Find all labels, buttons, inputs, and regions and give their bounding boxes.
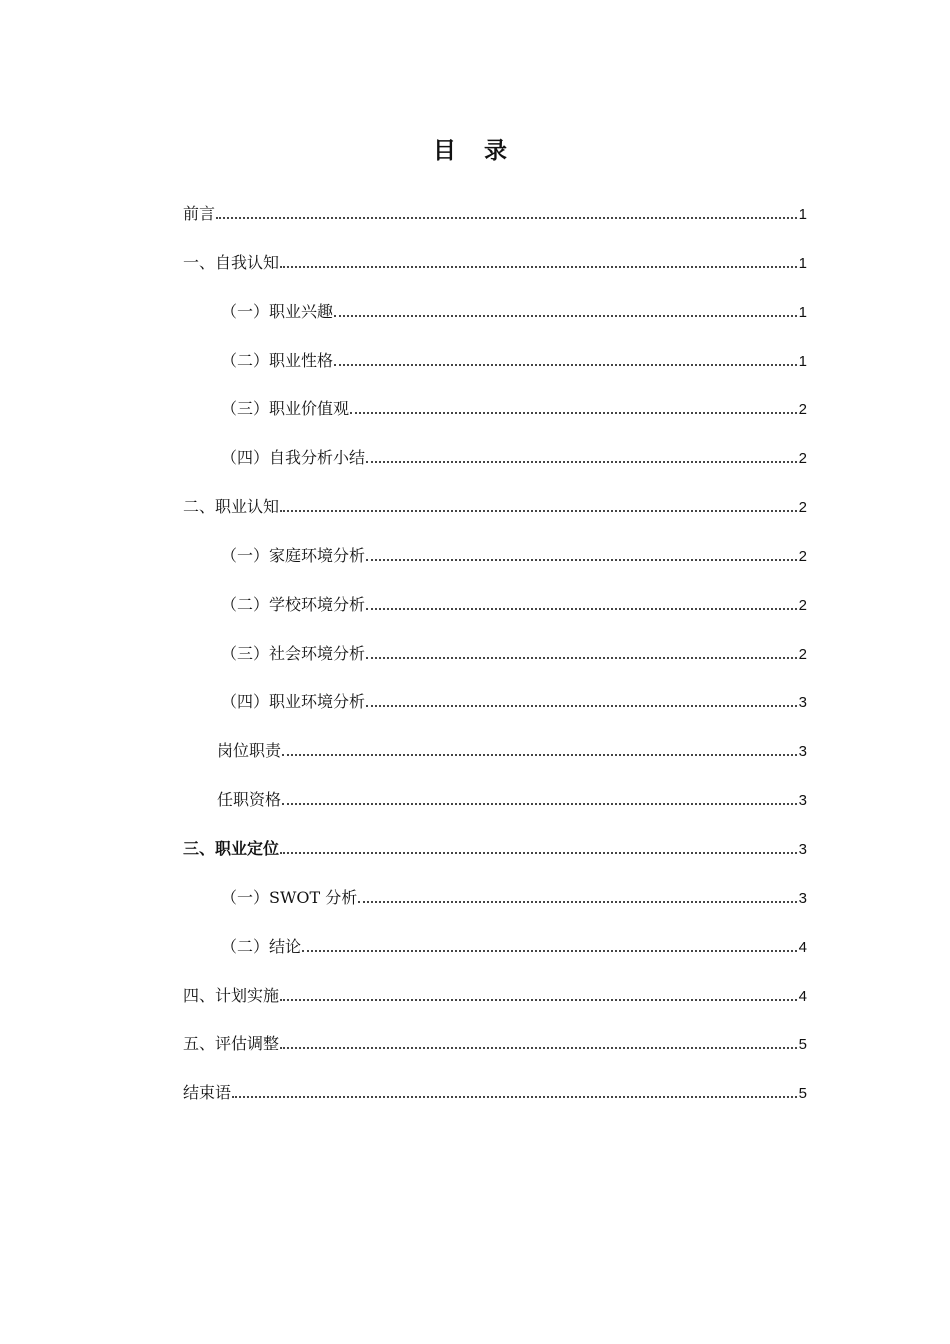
toc-entry[interactable]	[183, 589, 807, 638]
toc-entry-label: 四、计划实施	[183, 985, 280, 1005]
toc-entry-page-number: 4	[798, 938, 807, 956]
toc-entry[interactable]	[183, 980, 807, 1029]
toc-dot-leader	[366, 705, 797, 707]
toc-entry-label: （三）社会环境分析	[221, 643, 366, 663]
toc-entry-label: （二）学校环境分析	[221, 594, 366, 614]
toc-entry-label: 结束语	[183, 1083, 232, 1103]
toc-dot-leader	[280, 1047, 797, 1049]
toc-entry-page-number: 4	[798, 987, 807, 1005]
toc-entry[interactable]	[183, 735, 807, 784]
toc-entry-label: 五、评估调整	[183, 1034, 280, 1054]
toc-dot-leader	[366, 461, 797, 463]
toc-entry-page-number: 3	[798, 743, 807, 761]
toc-entry-page-number: 1	[798, 254, 807, 272]
toc-entry-page-number: 2	[798, 596, 807, 614]
toc-entry-page-number: 3	[798, 792, 807, 810]
toc-entry[interactable]	[183, 540, 807, 589]
toc-entry-page-number: 2	[798, 645, 807, 663]
toc-entry[interactable]	[183, 491, 807, 540]
toc-entry-page-number: 5	[798, 1085, 807, 1103]
toc-entry-label: 一、自我认知	[183, 252, 280, 272]
toc-dot-leader	[358, 901, 796, 903]
toc-entry[interactable]	[183, 833, 807, 882]
toc-entry-label: （三）职业价值观	[221, 399, 350, 419]
toc-dot-leader	[350, 412, 797, 414]
toc-dot-leader	[334, 315, 797, 317]
toc-dot-leader	[280, 999, 797, 1001]
toc-dot-leader	[216, 217, 797, 219]
toc-list	[183, 198, 807, 1126]
toc-entry-label: 三、职业定位	[183, 838, 280, 858]
toc-entry-page-number: 3	[798, 840, 807, 858]
toc-entry-label: 任职资格	[217, 790, 282, 810]
toc-entry-page-number: 2	[798, 450, 807, 468]
toc-dot-leader	[302, 950, 797, 952]
toc-entry-label: （一）SWOT 分析	[221, 887, 358, 907]
toc-dot-leader	[366, 608, 797, 610]
toc-entry-label: （一）职业兴趣	[221, 301, 334, 321]
toc-entry[interactable]	[183, 1028, 807, 1077]
toc-entry[interactable]	[183, 296, 807, 345]
toc-title: 目 录	[432, 137, 517, 164]
toc-dot-leader	[280, 510, 797, 512]
toc-entry[interactable]	[183, 1077, 807, 1126]
toc-entry[interactable]	[183, 686, 807, 735]
toc-dot-leader	[280, 852, 797, 854]
toc-dot-leader	[232, 1096, 797, 1098]
toc-entry-label: （四）自我分析小结	[221, 448, 366, 468]
toc-entry-label: 前言	[183, 204, 216, 223]
toc-entry[interactable]	[183, 784, 807, 833]
toc-entry[interactable]	[183, 931, 807, 980]
toc-entry-page-number: 2	[798, 401, 807, 419]
toc-dot-leader	[282, 803, 797, 805]
toc-entry-label: （一）家庭环境分析	[221, 545, 366, 565]
toc-entry[interactable]	[183, 345, 807, 394]
toc-dot-leader	[280, 266, 797, 268]
toc-entry-label: （二）职业性格	[221, 350, 334, 370]
toc-entry-page-number: 1	[798, 206, 807, 223]
toc-entry-page-number: 1	[798, 303, 807, 321]
toc-entry[interactable]	[183, 393, 807, 442]
toc-entry-page-number: 3	[798, 889, 807, 907]
toc-dot-leader	[366, 559, 797, 561]
toc-entry-label: （四）职业环境分析	[221, 692, 366, 712]
toc-entry-page-number: 3	[798, 694, 807, 712]
toc-entry[interactable]	[183, 198, 807, 247]
toc-entry-page-number: 5	[798, 1036, 807, 1054]
toc-dot-leader	[282, 754, 797, 756]
toc-entry-label: 岗位职责	[217, 741, 282, 761]
toc-entry[interactable]	[183, 638, 807, 687]
toc-entry[interactable]	[183, 442, 807, 491]
toc-dot-leader	[366, 657, 797, 659]
toc-entry-page-number: 2	[798, 547, 807, 565]
toc-entry-page-number: 1	[798, 352, 807, 370]
toc-entry-label: 二、职业认知	[183, 497, 280, 517]
toc-entry-label: （二）结论	[221, 936, 302, 956]
toc-entry[interactable]	[183, 882, 807, 931]
toc-dot-leader	[334, 364, 797, 366]
toc-entry-page-number: 2	[798, 499, 807, 517]
toc-entry[interactable]	[183, 247, 807, 296]
